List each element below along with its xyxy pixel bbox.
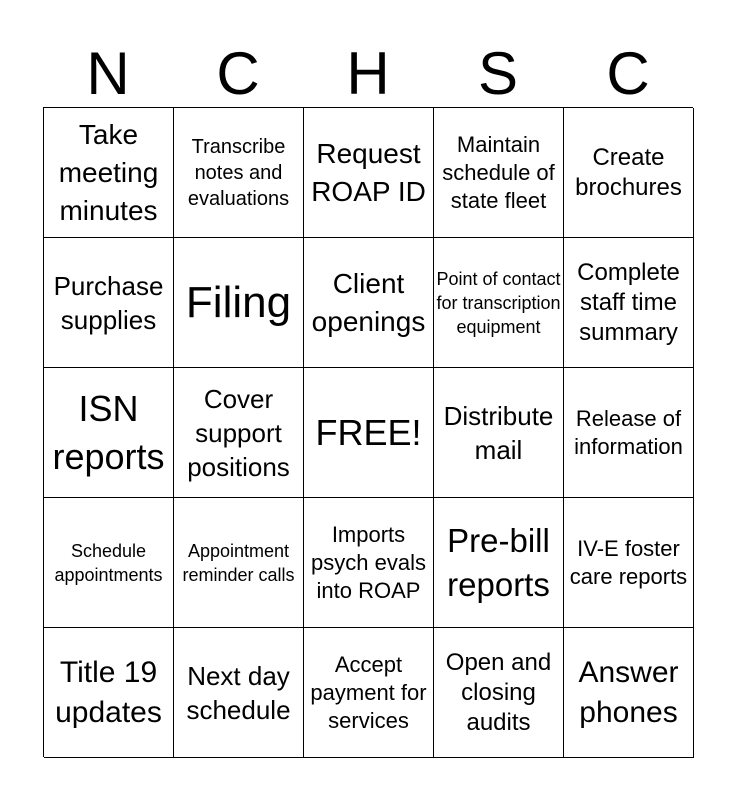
bingo-cell[interactable] xyxy=(434,628,564,758)
bingo-cell[interactable] xyxy=(304,628,434,758)
cell-text: Maintain schedule of state fleet xyxy=(442,131,555,213)
cell-text: Answer phones xyxy=(578,655,679,729)
cell-text: Cover support positions xyxy=(187,383,290,482)
bingo-cell[interactable] xyxy=(564,368,694,498)
bingo-cell[interactable] xyxy=(564,108,694,238)
cell-text: Open and closing audits xyxy=(445,648,552,736)
cell-text: Complete staff time summary xyxy=(577,258,680,346)
bingo-cell[interactable] xyxy=(434,108,564,238)
header-letter-2: C xyxy=(216,40,260,107)
cell-text: Take meeting minutes xyxy=(58,118,159,226)
bingo-cell[interactable] xyxy=(304,498,434,628)
bingo-cell[interactable] xyxy=(44,628,174,758)
cell-text: ISN reports xyxy=(52,387,165,477)
cell-text: Accept payment for services xyxy=(310,651,427,733)
cell-text: Schedule appointments xyxy=(54,540,163,585)
bingo-cell[interactable] xyxy=(434,498,564,628)
cell-text: Request ROAP ID xyxy=(311,137,426,207)
bingo-cell[interactable] xyxy=(174,628,304,758)
cell-text: Release of information xyxy=(574,405,683,459)
bingo-header xyxy=(43,40,693,108)
bingo-cell[interactable] xyxy=(44,498,174,628)
cell-text: Title 19 updates xyxy=(55,655,162,729)
header-letter-1: N xyxy=(86,40,130,107)
bingo-cell[interactable] xyxy=(434,368,564,498)
bingo-cell free-space[interactable] xyxy=(304,368,434,498)
cell-text: Distribute mail xyxy=(443,400,554,465)
free-space-text: FREE! xyxy=(315,411,422,453)
bingo-grid xyxy=(43,107,693,757)
header-letter-3: H xyxy=(346,40,390,107)
bingo-cell[interactable] xyxy=(174,108,304,238)
header-letter-4: S xyxy=(477,40,519,107)
bingo-cell[interactable] xyxy=(44,238,174,368)
bingo-cell[interactable] xyxy=(174,498,304,628)
bingo-cell[interactable] xyxy=(564,628,694,758)
cell-text: Imports psych evals into ROAP xyxy=(311,521,426,603)
bingo-cell[interactable] xyxy=(174,238,304,368)
cell-text: Appointment reminder calls xyxy=(182,540,295,585)
cell-text: Create brochures xyxy=(575,143,682,201)
cell-text: IV-E foster care reports xyxy=(569,535,688,589)
cell-text: Transcribe notes and evaluations xyxy=(187,135,290,210)
bingo-cell[interactable] xyxy=(434,238,564,368)
cell-text: Point of contact for transcription equipment xyxy=(436,268,561,337)
bingo-cell[interactable] xyxy=(564,498,694,628)
cell-text: Pre-bill reports xyxy=(447,521,550,603)
header-letter-5: C xyxy=(606,40,650,107)
bingo-cell[interactable] xyxy=(564,238,694,368)
bingo-cell[interactable] xyxy=(44,108,174,238)
cell-text: Client openings xyxy=(311,267,426,337)
bingo-cell[interactable] xyxy=(304,238,434,368)
cell-text: Next day schedule xyxy=(186,660,291,725)
bingo-cell[interactable] xyxy=(304,108,434,238)
cell-text: Purchase supplies xyxy=(53,270,164,335)
bingo-cell[interactable] xyxy=(44,368,174,498)
bingo-cell[interactable] xyxy=(174,368,304,498)
cell-text: Filing xyxy=(185,277,292,327)
